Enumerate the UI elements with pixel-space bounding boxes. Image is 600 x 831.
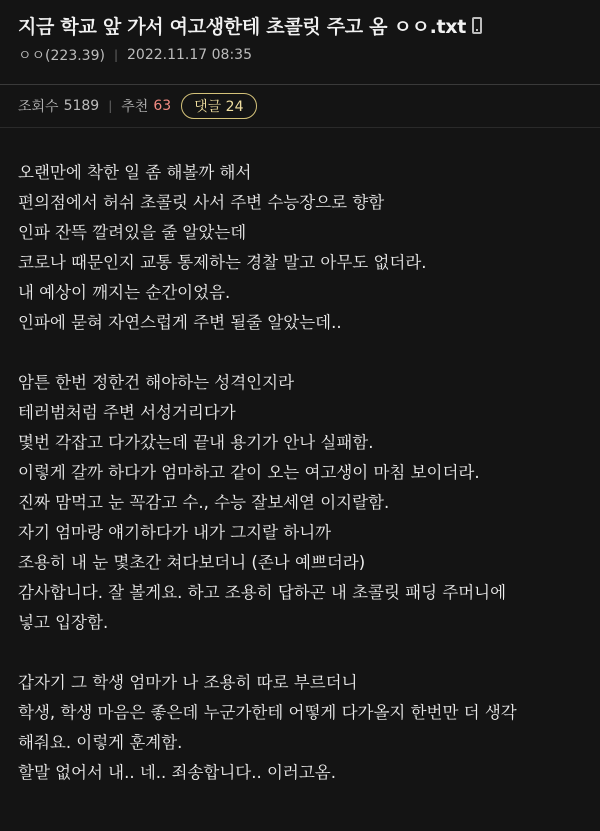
body-line: 몇번 각잡고 다가갔는데 끝내 용기가 안나 실패함.	[18, 433, 374, 452]
paragraph	[18, 158, 582, 338]
body-line: 감사합니다. 잘 볼게요. 하고 조용히 답하곤 내 초콜릿 패딩 주머니에	[18, 583, 507, 602]
post-meta	[18, 42, 582, 68]
comments-label: 댓글	[194, 99, 222, 115]
body-line: 진짜 맘먹고 눈 꼭감고 수., 수능 잘보세엳 이지랄함.	[18, 493, 390, 512]
body-line: 오랜만에 착한 일 좀 해볼까 해서	[18, 163, 252, 182]
body-line: 조용히 내 눈 몇초간 쳐다보더니 (존나 예쁘더라)	[18, 553, 366, 572]
title-row	[18, 10, 582, 40]
post-date: 2022.11.17 08:35	[127, 47, 252, 63]
body-line: 할말 없어서 내.. 네.. 죄송합니다.. 이러고옴.	[18, 763, 336, 782]
views-count: 5189	[63, 98, 100, 114]
author-name[interactable]: ㅇㅇ(223.39)	[18, 48, 105, 64]
body-line: 테러범처럼 주변 서성거리다가	[18, 403, 236, 422]
comments-button[interactable]	[181, 93, 256, 119]
body-line: 코로나 때문인지 교통 통제하는 경찰 말고 아무도 없더라.	[18, 253, 427, 272]
recommend-label: 추천	[121, 99, 149, 115]
post-stats	[0, 85, 600, 127]
views-label: 조회수	[18, 99, 59, 115]
mobile-icon	[472, 17, 482, 34]
body-line: 학생, 학생 마음은 좋은데 누군가한테 어떻게 다가올지 한번만 더 생각	[18, 703, 517, 722]
body-line: 갑자기 그 학생 엄마가 나 조용히 따로 부르더니	[18, 673, 358, 692]
body-line: 암튼 한번 정한건 해야하는 성격인지라	[18, 373, 295, 392]
post-header	[0, 0, 600, 68]
body-line: 넣고 입장함.	[18, 613, 109, 632]
body-line: 인파에 묻혀 자연스럽게 주변 될줄 알았는데..	[18, 313, 342, 332]
body-line: 자기 엄마랑 얘기하다가 내가 그지랄 하니까	[18, 523, 332, 542]
body-line: 이렇게 갈까 하다가 엄마하고 같이 오는 여고생이 마침 보이더라.	[18, 463, 480, 482]
stats-separator: |	[108, 99, 113, 113]
recommend-count: 63	[153, 98, 172, 114]
paragraph	[18, 668, 582, 788]
post-title[interactable]: 지금 학교 앞 가서 여고생한테 초콜릿 주고 옴 ㅇㅇ.txt	[18, 15, 467, 38]
paragraph	[18, 368, 582, 638]
body-line: 내 예상이 깨지는 순간이었음.	[18, 283, 231, 302]
post-body	[0, 128, 600, 788]
body-line: 인파 잔뜩 깔려있을 줄 알았는데	[18, 223, 247, 242]
body-line: 편의점에서 허쉬 초콜릿 사서 주변 수능장으로 향함	[18, 193, 385, 212]
comments-count: 24	[225, 99, 244, 115]
meta-separator: |	[113, 48, 119, 62]
body-line: 해줘요. 이렇게 훈계함.	[18, 733, 183, 752]
